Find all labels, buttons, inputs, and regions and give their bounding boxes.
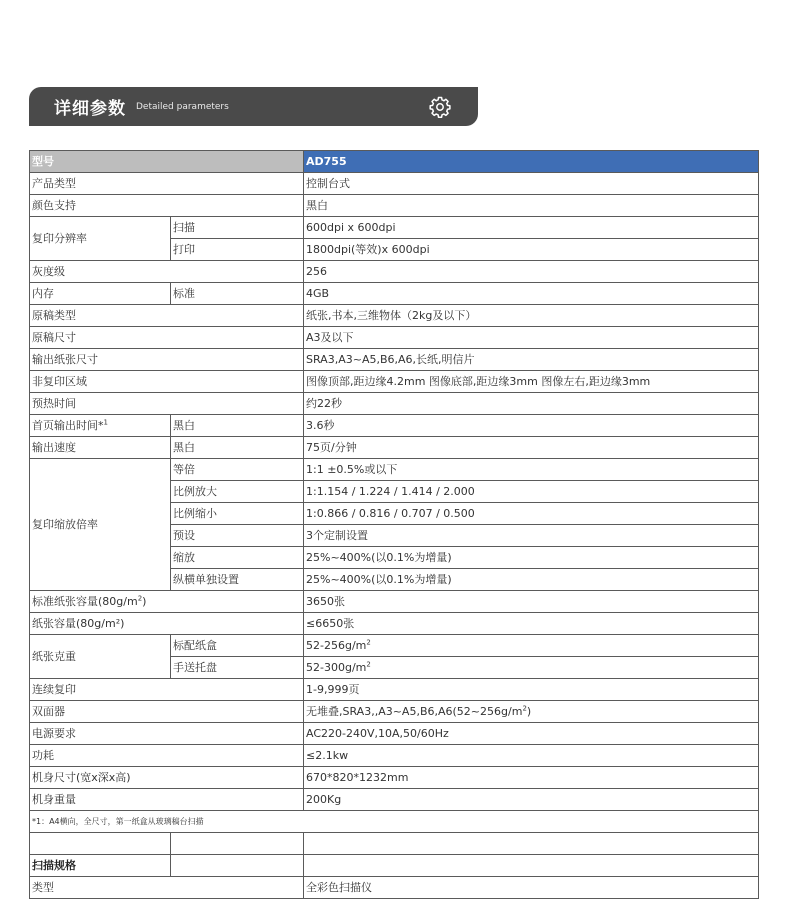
row-label: 原稿类型 [30, 305, 304, 327]
row-value: 纸张,书本,三维物体（2kg及以下） [304, 305, 759, 327]
row-value: 3个定制设置 [304, 525, 759, 547]
row-label-end: ) [142, 595, 147, 608]
row-value: 1:1.154 / 1.224 / 1.414 / 2.000 [304, 481, 759, 503]
row-value: 200Kg [304, 789, 759, 811]
row-value-text: 无堆叠,SRA3,,A3~A5,B6,A6(52~256g/m [306, 705, 523, 718]
row-value: ≤6650张 [304, 613, 759, 635]
model-label: 型号 [30, 151, 304, 173]
row-value: 600dpi x 600dpi [304, 217, 759, 239]
superscript: 2 [366, 660, 371, 669]
row-label: 输出纸张尺寸 [30, 349, 304, 371]
row-value [304, 657, 759, 679]
table-row [30, 459, 759, 481]
row-value: 1:0.866 / 0.816 / 0.707 / 0.500 [304, 503, 759, 525]
row-label: 机身重量 [30, 789, 304, 811]
row-sublabel: 缩放 [171, 547, 304, 569]
row-label: 双面器 [30, 701, 304, 723]
blank-cell [171, 833, 304, 855]
blank-cell [304, 855, 759, 877]
row-label: 纸张克重 [30, 635, 171, 679]
row-value: 4GB [304, 283, 759, 305]
superscript: 2 [522, 704, 527, 713]
row-sublabel: 标准 [171, 283, 304, 305]
superscript: 2 [366, 638, 371, 647]
row-value: 3.6秒 [304, 415, 759, 437]
row-sublabel: 黑白 [171, 415, 304, 437]
footnote-mark: 1 [103, 418, 108, 427]
table-row [30, 789, 759, 811]
blank-cell [171, 855, 304, 877]
row-value-end: ) [526, 705, 532, 718]
row-label [30, 415, 171, 437]
row-value: 控制台式 [304, 173, 759, 195]
row-label: 产品类型 [30, 173, 304, 195]
row-sublabel: 等倍 [171, 459, 304, 481]
table-row [30, 877, 759, 899]
table-row [30, 349, 759, 371]
table-row [30, 635, 759, 657]
row-label: 功耗 [30, 745, 304, 767]
gear-icon [428, 95, 452, 119]
row-label-text: 标准纸张容量(80g/m [32, 595, 138, 608]
section-banner [29, 87, 478, 126]
row-label: 机身尺寸(宽x深x高) [30, 767, 304, 789]
row-value: 全彩色扫描仪 [304, 877, 759, 899]
footnote: *1：A4横向，全尺寸，第一纸盒从玻璃稿台扫描 [30, 811, 759, 833]
blank-cell [304, 833, 759, 855]
row-label: 颜色支持 [30, 195, 304, 217]
row-label: 原稿尺寸 [30, 327, 304, 349]
row-label-text: 首页输出时间* [32, 419, 104, 432]
table-row [30, 437, 759, 459]
table-row [30, 195, 759, 217]
section-title: 详细参数 [54, 99, 126, 119]
row-label: 非复印区域 [30, 371, 304, 393]
row-value: 1800dpi(等效)x 600dpi [304, 239, 759, 261]
row-value: 25%~400%(以0.1%为增量) [304, 569, 759, 591]
row-sublabel: 手送托盘 [171, 657, 304, 679]
superscript: 2 [137, 594, 143, 603]
row-sublabel: 比例缩小 [171, 503, 304, 525]
blank-cell [30, 833, 171, 855]
row-label [30, 591, 304, 613]
row-value: 3650张 [304, 591, 759, 613]
row-label: 预热时间 [30, 393, 304, 415]
section-subtitle: Detailed parameters [136, 101, 229, 112]
blank-row [30, 833, 759, 855]
table-row [30, 613, 759, 635]
table-row [30, 745, 759, 767]
table-row [30, 415, 759, 437]
row-value: 图像顶部,距边缘4.2mm 图像底部,距边缘3mm 图像左右,距边缘3mm [304, 371, 759, 393]
row-label: 类型 [30, 877, 304, 899]
scan-section-title: 扫描规格 [30, 855, 171, 877]
row-value-text: 52-300g/m [306, 661, 367, 674]
table-row [30, 591, 759, 613]
row-value: 256 [304, 261, 759, 283]
row-value: 约22秒 [304, 393, 759, 415]
spec-table [29, 150, 759, 899]
row-value [304, 635, 759, 657]
row-value: 670*820*1232mm [304, 767, 759, 789]
table-row [30, 305, 759, 327]
row-sublabel: 纵横单独设置 [171, 569, 304, 591]
table-row [30, 371, 759, 393]
row-label: 复印缩放倍率 [30, 459, 171, 591]
table-row [30, 217, 759, 239]
table-row [30, 173, 759, 195]
table-row [30, 723, 759, 745]
row-sublabel: 标配纸盒 [171, 635, 304, 657]
row-value: 1-9,999页 [304, 679, 759, 701]
footnote-row [30, 811, 759, 833]
row-value: AC220-240V,10A,50/60Hz [304, 723, 759, 745]
row-label: 复印分辨率 [30, 217, 171, 261]
row-sublabel: 比例放大 [171, 481, 304, 503]
row-sublabel: 打印 [171, 239, 304, 261]
model-value: AD755 [304, 151, 759, 173]
table-row [30, 701, 759, 723]
row-label: 纸张容量(80g/m²) [30, 613, 304, 635]
row-value: SRA3,A3~A5,B6,A6,长纸,明信片 [304, 349, 759, 371]
table-row [30, 767, 759, 789]
section-header-row [30, 855, 759, 877]
row-value: 黑白 [304, 195, 759, 217]
row-label: 内存 [30, 283, 171, 305]
row-value: 25%~400%(以0.1%为增量) [304, 547, 759, 569]
row-value: ≤2.1kw [304, 745, 759, 767]
row-sublabel: 预设 [171, 525, 304, 547]
row-value: 75页/分钟 [304, 437, 759, 459]
row-label: 输出速度 [30, 437, 171, 459]
row-value-text: 52-256g/m [306, 639, 367, 652]
row-sublabel: 扫描 [171, 217, 304, 239]
row-value: A3及以下 [304, 327, 759, 349]
row-value [304, 701, 759, 723]
row-label: 连续复印 [30, 679, 304, 701]
row-value: 1:1 ±0.5%或以下 [304, 459, 759, 481]
table-row [30, 679, 759, 701]
table-row [30, 261, 759, 283]
row-label: 电源要求 [30, 723, 304, 745]
row-label: 灰度级 [30, 261, 304, 283]
table-row [30, 283, 759, 305]
table-row [30, 327, 759, 349]
table-header-row [30, 151, 759, 173]
row-sublabel: 黑白 [171, 437, 304, 459]
table-row [30, 393, 759, 415]
